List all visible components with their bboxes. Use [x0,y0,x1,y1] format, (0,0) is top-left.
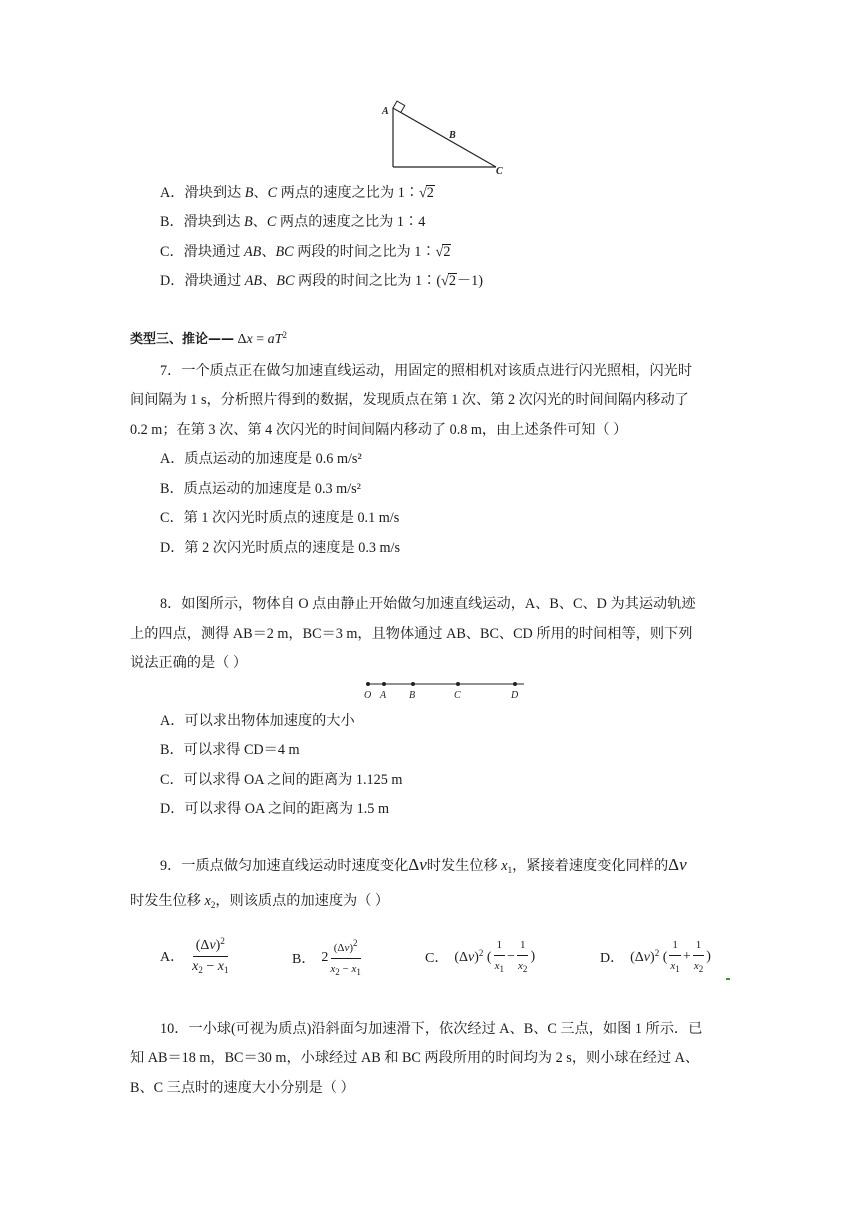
label-a: A [380,690,387,701]
q7-option-c: C．第 1 次闪光时质点的速度是 0.1 m/s [160,510,400,526]
q8-option-d: D．可以求得 OA 之间的距离为 1.5 m [160,801,389,817]
point-d [513,682,517,686]
q10-line-3: B、C 三点时的速度大小分别是（ ） [130,1080,355,1096]
q8-line-3: 说法正确的是（ ） [130,655,248,671]
track-figure [360,678,530,702]
q9-option-b: B． 2 $\frac{(\Delta v)^2}{x_2 - x_1}$ [292,934,363,981]
green-mark [726,978,730,980]
section-heading: 类型三、推论—— $\Delta x = aT^2$ [130,330,287,347]
label-a: A [382,106,389,117]
point-c [456,682,460,686]
label-c: C [496,166,503,176]
q9-line-1: 9．一质点做匀加速直线运动时速度变化Δv时发生位移 $x_1$，紧接着速度变化同样的Δv [160,855,687,875]
label-d: D [511,690,519,701]
q7-option-a: A．质点运动的加速度是 0.6 m/s² [160,451,362,467]
q6-option-b: B．滑块到达 B、C 两点的速度之比为 1∶4 [160,214,426,230]
q10-line-2: 知 AB＝18 m，BC＝30 m，小球经过 AB 和 BC 两段所用的时间均为 2 s，则小球在经过 A、 [130,1050,700,1066]
q8-line-2: 上的四点，测得 AB＝2 m，BC＝3 m，且物体通过 AB、BC、CD 所用的时间相等，则下列 [130,626,693,642]
q7-option-b: B．质点运动的加速度是 0.3 m/s² [160,481,361,497]
q9-option-d: D． $(\Delta v)^2$ ( $\frac{1}{x_1}$ + $\frac{1}{x_2}$ ) [600,936,711,978]
q7-line-3: 0.2 m；在第 3 次、第 4 次闪光的时间间隔内移动了 0.8 m，由上述条件可知（ ） [130,422,628,438]
q10-line-1: 10．一小球(可视为质点)沿斜面匀加速滑下，依次经过 A、B、C 三点，如图 1 所示．已 [160,1021,703,1037]
q6-option-d: D．滑块通过 AB、BC 两段的时间之比为 1∶(√2－1) [160,273,483,289]
q7-line-2: 间间隔为 1 s，分析照片得到的数据，发现质点在第 1 次、第 2 次闪光的时间间隔内移动了 [130,392,689,408]
q9-option-a: A． $\frac{(\Delta v)^2}{x_2 - x_1}$ [160,932,230,979]
incline-figure [378,98,508,176]
q8-option-c: C．可以求得 OA 之间的距离为 1.125 m [160,772,403,788]
q7-line-1: 7．一个质点正在做匀加速直线运动，用固定的照相机对该质点进行闪光照相，闪光时 [160,363,693,379]
label-b: B [409,690,416,701]
q9-line-2: 时发生位移 $x_2$，则该质点的加速度为（ ） [130,893,390,910]
q7-option-d: D．第 2 次闪光时质点的速度是 0.3 m/s [160,540,401,556]
point-o [366,682,370,686]
point-a [382,682,386,686]
point-b [411,682,415,686]
q8-option-b: B．可以求得 CD＝4 m [160,742,300,758]
q6-option-a: A．滑块到达 B、C 两点的速度之比为 1∶√2 [160,185,434,201]
q9-option-c: C． $(\Delta v)^2$ ( $\frac{1}{x_1}$ − $\frac{1}{x_2}$ ) [425,936,535,978]
q8-line-1: 8．如图所示，物体自 O 点由静止开始做匀加速直线运动，A、B、C、D 为其运动轨迹 [160,596,696,612]
q6-option-c: C．滑块通过 AB、BC 两段的时间之比为 1∶√2 [160,244,451,260]
q8-option-a: A．可以求出物体加速度的大小 [160,713,355,729]
label-b: B [449,130,456,141]
label-o: O [364,690,372,701]
label-c: C [454,690,461,701]
